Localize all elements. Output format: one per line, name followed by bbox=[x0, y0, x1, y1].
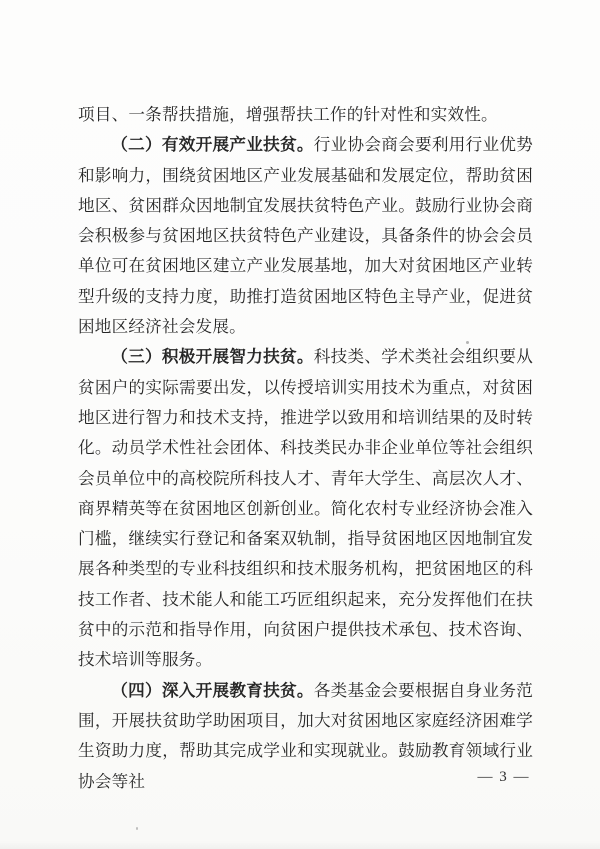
paragraph-text: 科技类、学术类社会组织要从贫困户的实际需要出发，以传授培训实用技术为重点，对贫困地区进行智力和技术支持，推进学以致用和培训结果的及时转化。动员学术性社会团体、科技类民办非企业单位等社会组织会员单位中的高校院所科技人才、青年大学生、高层次人才、商界精英等在贫困地区创新创业。简化农村专业经济协会准入门槛，继续实行登记和备案双轨制，指导贫困地区因地制宜发展各种类型的专业科技组织和技术服务机构，把贫困地区的科技工作者、技术能人和能工巧匠组织起来，充分发挥他们在扶贫中的示范和指导作用，向贫困户提供技术承包、技术咨询、技术培训等服务。 bbox=[78, 347, 533, 670]
paragraph bbox=[78, 130, 533, 342]
paragraph bbox=[78, 676, 533, 797]
paragraph-text: 各类基金会要根据自身业务范围，开展扶贫助学助困项目，加大对贫困地区家庭经济困难学生资助力度，帮助其完成学业和实现就业。鼓励教育领域行业协会等社 bbox=[78, 680, 533, 791]
paragraph bbox=[78, 100, 533, 130]
section-heading-intellectual-aid: （三）积极开展智力扶贫。 bbox=[111, 347, 314, 367]
section-heading-education-aid: （四）深入开展教育扶贫。 bbox=[111, 680, 314, 700]
scan-edge-shade bbox=[0, 841, 600, 849]
scan-speck bbox=[489, 349, 491, 351]
paragraph-text: 行业协会商会要利用行业优势和影响力，围绕贫困地区产业发展基础和发展定位，帮助贫困地区、贫困群众因地制宜发展扶贫特色产业。鼓励行业协会商会积极参与贫困地区扶贫特色产业建设，具备条件的协会会员单位可在贫困地区建立产业发展基地，加大对贫困地区产业转型升级的支持力度，助推打造贫困地区特色主导产业，促进贫困地区经济社会发展。 bbox=[78, 135, 533, 337]
page-number: — 3 — bbox=[477, 769, 530, 785]
section-heading-industry-aid: （二）有效开展产业扶贫。 bbox=[111, 135, 314, 155]
scan-speck bbox=[466, 341, 469, 344]
paragraph-text: 项目、一条帮扶措施，增强帮扶工作的针对性和实效性。 bbox=[78, 105, 498, 124]
scan-speck bbox=[136, 827, 138, 830]
document-body bbox=[78, 100, 533, 797]
paragraph bbox=[78, 342, 533, 675]
